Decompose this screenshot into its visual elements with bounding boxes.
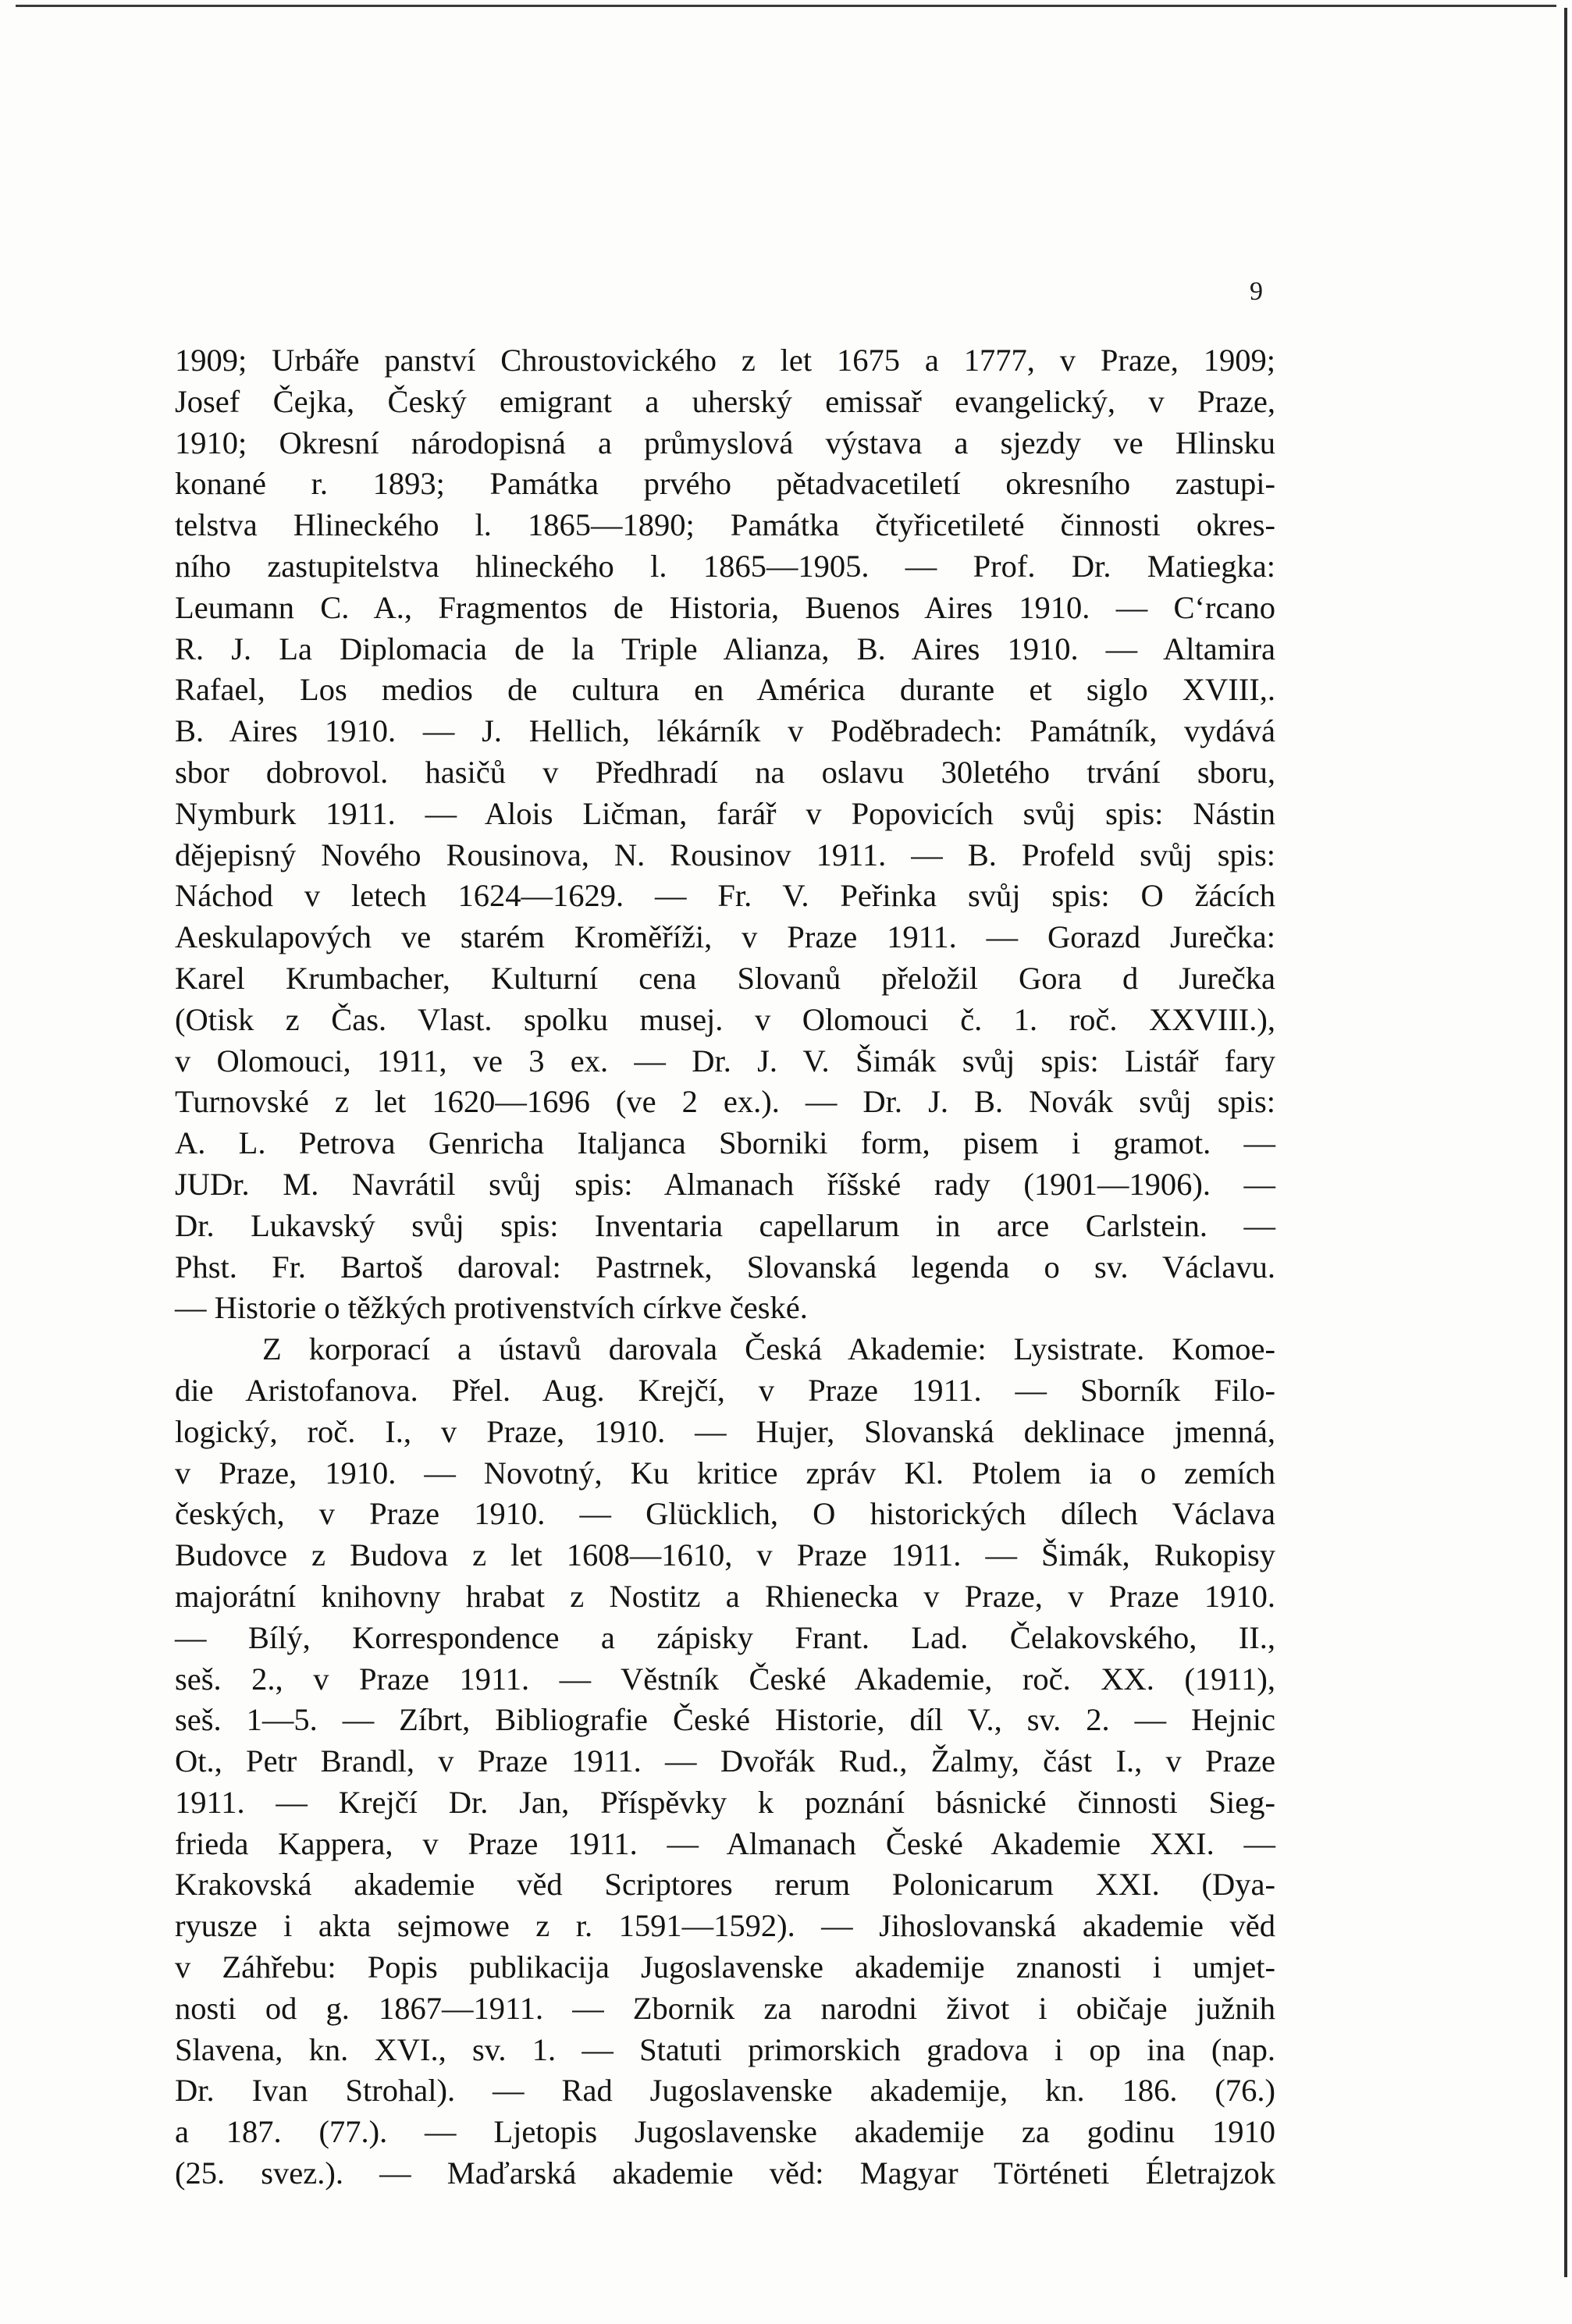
text-line: dějepisný Nového Rousinova, N. Rousinov 1911. — B. Profeld svůj spis:	[175, 837, 1275, 872]
paragraph-end-line: — Historie o těžkých protivenstvích církve české.	[175, 1290, 808, 1326]
text-line: telstva Hlineckého l. 1865—1890; Památka čtyřicetileté činnosti okres-	[175, 507, 1275, 543]
text-line: Dr. Ivan Strohal). — Rad Jugoslavenske akademije, kn. 186. (76.)	[175, 2073, 1275, 2109]
text-line: českých, v Praze 1910. — Glücklich, O historických dílech Václava	[175, 1496, 1275, 1532]
text-line: Turnovské z let 1620—1696 (ve 2 ex.). — Dr. J. B. Novák svůj spis:	[175, 1084, 1275, 1120]
paragraph-start-line: Z korporací a ústavů darovala Česká Akademie: Lysistrate. Komoe-	[262, 1331, 1275, 1367]
text-line: konané r. 1893; Památka prvého pětadvacetiletí okresního zastupi-	[175, 466, 1275, 502]
text-line: Karel Krumbacher, Kulturní cena Slovanů přeložil Gora d Jurečka	[175, 960, 1275, 996]
text-line: 1910; Okresní národopisná a průmyslová výstava a sjezdy ve Hlinsku	[175, 425, 1275, 460]
text-line: logický, roč. I., v Praze, 1910. — Hujer, Slovanská deklinace jmenná,	[175, 1413, 1275, 1449]
text-line: majorátní knihovny hrabat z Nostitz a Rhienecka v Praze, v Praze 1910.	[175, 1578, 1275, 1614]
text-line: v Záhřebu: Popis publikacija Jugoslavenske akademije znanosti i umjet-	[175, 1949, 1275, 1985]
text-line: Budovce z Budova z let 1608—1610, v Praze 1911. — Šimák, Rukopisy	[175, 1537, 1275, 1573]
body-text	[175, 340, 1275, 2194]
text-line: v Praze, 1910. — Novotný, Ku kritice zpráv Kl. Ptolem ia o zemích	[175, 1455, 1275, 1491]
text-line: Rafael, Los medios de cultura en América durante et siglo XVIII,.	[175, 672, 1275, 708]
text-line: Náchod v letech 1624—1629. — Fr. V. Peřinka svůj spis: O žácích	[175, 878, 1275, 914]
page-number: 9	[1250, 277, 1263, 306]
text-line: — Bílý, Korrespondence a zápisky Frant. Lad. Čelakovského, II.,	[175, 1619, 1275, 1655]
text-line: Phst. Fr. Bartoš daroval: Pastrnek, Slovanská legenda o sv. Václavu.	[175, 1249, 1275, 1285]
text-line: a 187. (77.). — Ljetopis Jugoslavenske akademije za godinu 1910	[175, 2114, 1275, 2150]
text-line: ryusze i akta sejmowe z r. 1591—1592). — Jihoslovanská akademie věd	[175, 1908, 1275, 1944]
text-line: 1911. — Krejčí Dr. Jan, Příspěvky k poznání básnické činnosti Sieg-	[175, 1784, 1275, 1820]
text-line: seš. 1—5. — Zíbrt, Bibliografie České Historie, díl V., sv. 2. — Hejnic	[175, 1702, 1275, 1738]
text-line: Dr. Lukavský svůj spis: Inventaria capellarum in arce Carlstein. —	[175, 1207, 1275, 1243]
text-line: Slavena, kn. XVI., sv. 1. — Statuti primorskich gradova i op ina (nap.	[175, 2031, 1275, 2067]
text-line: sbor dobrovol. hasičů v Předhradí na oslavu 30letého trvání sboru,	[175, 754, 1275, 790]
text-line: nosti od g. 1867—1911. — Zbornik za narodni život i običaje južnih	[175, 1990, 1275, 2026]
text-line: ního zastupitelstva hlineckého l. 1865—1905. — Prof. Dr. Matiegka:	[175, 548, 1275, 584]
text-line: Aeskulapových ve starém Kroměříži, v Praze 1911. — Gorazd Jurečka:	[175, 919, 1275, 955]
text-line: die Aristofanova. Přel. Aug. Krejčí, v Praze 1911. — Sborník Filo-	[175, 1372, 1275, 1408]
right-edge-rule	[1564, 8, 1567, 2277]
text-line: (Otisk z Čas. Vlast. spolku musej. v Olomouci č. 1. roč. XXVIII.),	[175, 1001, 1275, 1037]
text-line: Ot., Petr Brandl, v Praze 1911. — Dvořák Rud., Žalmy, část I., v Praze	[175, 1743, 1275, 1779]
text-line: Krakovská akademie věd Scriptores rerum Polonicarum XXI. (Dya-	[175, 1867, 1275, 1903]
text-line: A. L. Petrova Genricha Italjanca Sborniki form, pisem i gramot. —	[175, 1125, 1275, 1161]
text-line: (25. svez.). — Maďarská akademie věd: Magyar Történeti Életrajzok	[175, 2155, 1275, 2191]
text-line: v Olomouci, 1911, ve 3 ex. — Dr. J. V. Šimák svůj spis: Listář fary	[175, 1043, 1275, 1078]
text-line: B. Aires 1910. — J. Hellich, lékárník v Poděbradech: Památník, vydává	[175, 713, 1275, 749]
text-line: R. J. La Diplomacia de la Triple Alianza, B. Aires 1910. — Altamira	[175, 631, 1275, 666]
top-edge-rule	[16, 5, 1556, 7]
text-line: frieda Kappera, v Praze 1911. — Almanach České Akademie XXI. —	[175, 1825, 1275, 1861]
text-line: Josef Čejka, Český emigrant a uherský emissař evangelický, v Praze,	[175, 383, 1275, 419]
text-line: Nymburk 1911. — Alois Ličman, farář v Popovicích svůj spis: Nástin	[175, 795, 1275, 831]
text-line: seš. 2., v Praze 1911. — Věstník České Akademie, roč. XX. (1911),	[175, 1661, 1275, 1697]
text-line: JUDr. M. Navrátil svůj spis: Almanach říšské rady (1901—1906). —	[175, 1166, 1275, 1202]
text-line: 1909; Urbáře panství Chroustovického z let 1675 a 1777, v Praze, 1909;	[175, 343, 1275, 378]
text-line: Leumann C. A., Fragmentos de Historia, Buenos Aires 1910. — C‘rcano	[175, 589, 1275, 625]
